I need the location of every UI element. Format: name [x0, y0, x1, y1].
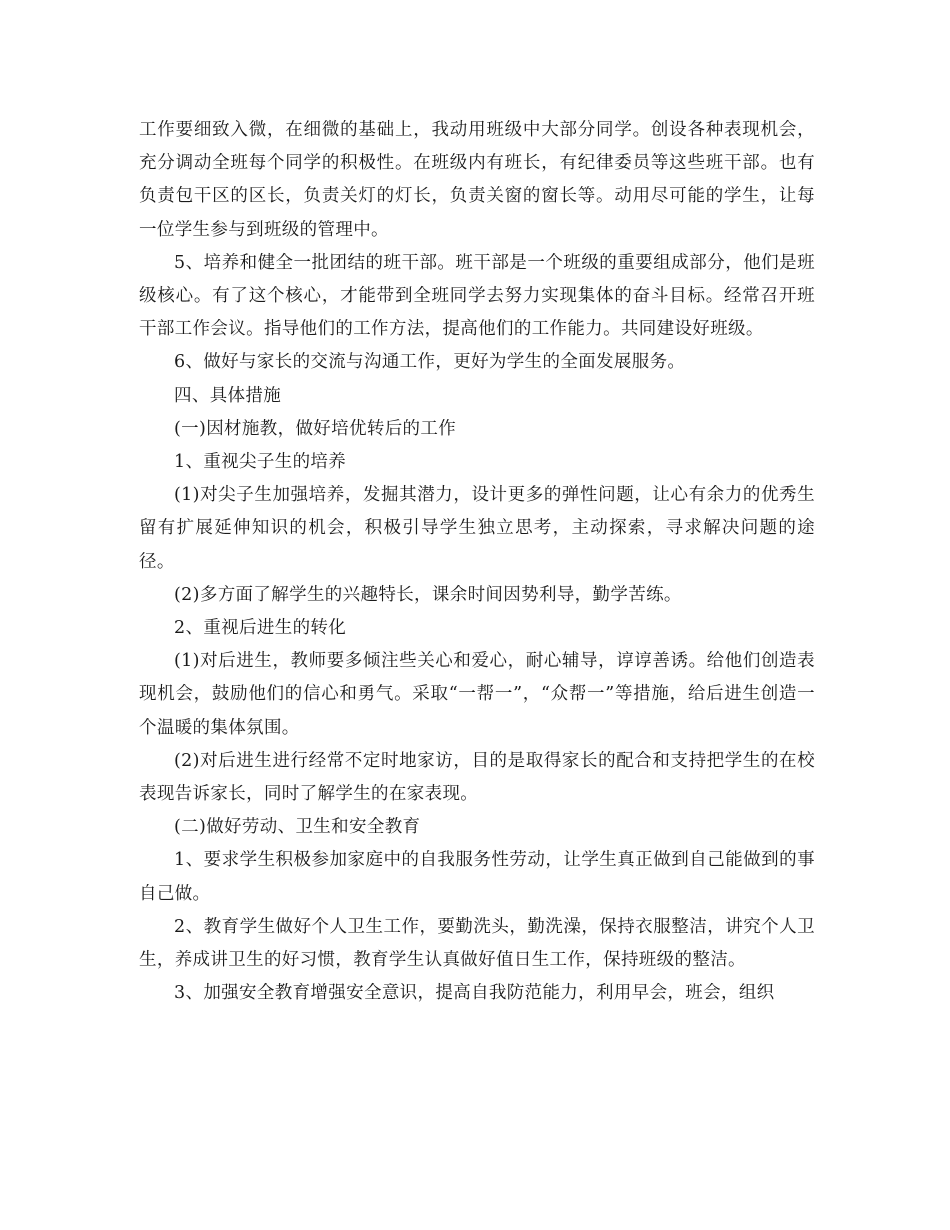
paragraph: 2、教育学生做好个人卫生工作，要勤洗头，勤洗澡，保持衣服整洁，讲究个人卫生，养成讲卫生的好习惯，教育学生认真做好值日生工作，保持班级的整洁。 [139, 916, 815, 971]
paragraph: (1)对尖子生加强培养，发掘其潜力，设计更多的弹性问题，让心有余力的优秀生留有扩展延伸知识的机会，积极引导学生独立思考，主动探索，寻求解决问题的途径。 [139, 485, 815, 572]
item-heading: 1、重视尖子生的培养 [174, 452, 347, 473]
paragraph: 1、要求学生积极参加家庭中的自我服务性劳动，让学生真正做到自己能做到的事自己做。 [139, 850, 815, 904]
subsection-heading: (二)做好劳动、卫生和安全教育 [174, 817, 421, 838]
paragraph: (1)对后进生，教师要多倾注些关心和爱心，耐心辅导，谆谆善诱。给他们创造表现机会，鼓励他们的信心和勇气。采取“一帮一”，“众帮一”等措施，给后进生创造一个温暖的集体氛围。 [139, 651, 815, 738]
paragraph: 5、培养和健全一批团结的班干部。班干部是一个班级的重要组成部分，他们是班级核心。有了这个核心，才能带到全班同学去努力实现集体的奋斗目标。经常召开班干部工作会议。指导他们的工作方法，提高他们的工作能力。共同建设好班级。 [139, 252, 815, 340]
section-heading: 四、具体措施 [174, 385, 282, 406]
paragraph: (2)多方面了解学生的兴趣特长，课余时间因势利导，勤学苦练。 [174, 584, 682, 605]
paragraph: 3、加强安全教育增强安全意识，提高自我防范能力，利用早会，班会，组织 [174, 983, 775, 1004]
paragraph: 6、做好与家长的交流与沟通工作，更好为学生的全面发展服务。 [174, 352, 686, 373]
paragraph: (2)对后进生进行经常不定时地家访，目的是取得家长的配合和支持把学生的在校表现告诉家长，同时了解学生的在家表现。 [139, 750, 815, 805]
document-page [139, 114, 815, 1010]
item-heading: 2、重视后进生的转化 [174, 618, 347, 639]
paragraph: 工作要细致入微，在细微的基础上，我动用班级中大部分同学。创设各种表现机会，充分调动全班每个同学的积极性。在班级内有班长，有纪律委员等这些班干部。也有负责包干区的区长，负责关灯的灯长，负责关窗的窗长等。动用尽可能的学生，让每一位学生参与到班级的管理中。 [139, 120, 815, 240]
subsection-heading: (一)因材施教，做好培优转后的工作 [174, 418, 457, 439]
